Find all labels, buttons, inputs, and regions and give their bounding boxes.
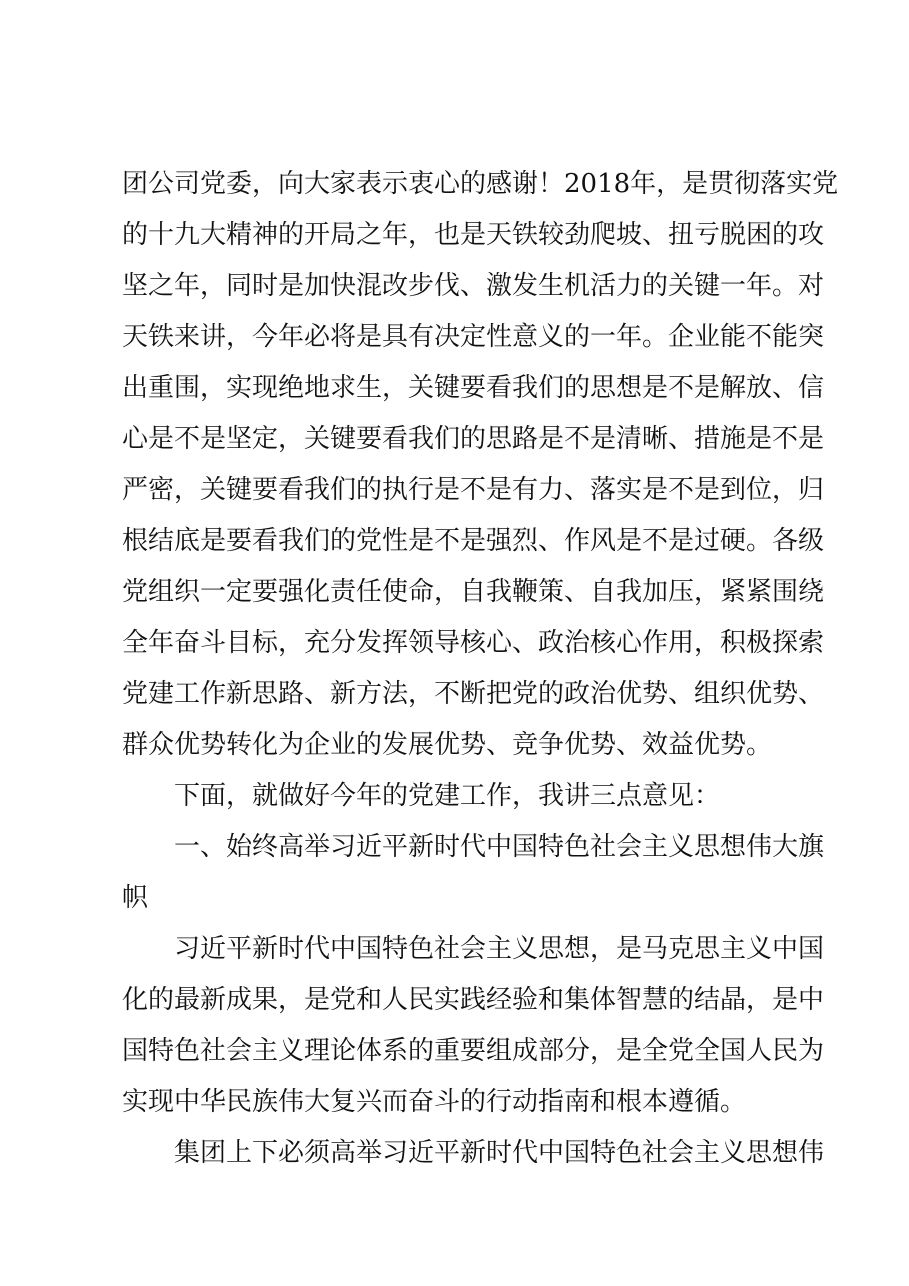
paragraph-4-line-4: 实现中华民族伟大复兴而奋斗的行动指南和根本遵循。	[122, 1087, 747, 1117]
section-heading-line-1: 一、始终高举习近平新时代中国特色社会主义思想伟大旗	[174, 832, 825, 862]
paragraph-4-line-1: 习近平新时代中国特色社会主义思想，是马克思主义中国	[174, 934, 825, 964]
paragraph-1-line-5: 出重围，实现绝地求生，关键要看我们的思想是不是解放、信	[122, 373, 825, 403]
paragraph-1-line-8: 根结底是要看我们的党性是不是强烈、作风是不是过硬。各级	[122, 526, 825, 556]
paragraph-1-line-2: 的十九大精神的开局之年，也是天铁较劲爬坡、扭亏脱困的攻	[122, 220, 825, 250]
paragraph-1-line-9: 党组织一定要强化责任使命，自我鞭策、自我加压，紧紧围绕	[122, 577, 825, 607]
paragraph-1-line-6: 心是不是坚定，关键要看我们的思路是不是清晰、措施是不是	[122, 424, 825, 454]
paragraph-4-line-2: 化的最新成果，是党和人民实践经验和集体智慧的结晶，是中	[122, 985, 825, 1015]
paragraph-4-line-3: 国特色社会主义理论体系的重要组成部分，是全党全国人民为	[122, 1036, 825, 1066]
paragraph-1-line-3: 坚之年，同时是加快混改步伐、激发生机活力的关键一年。对	[122, 271, 825, 301]
section-heading-line-2: 帜	[122, 883, 149, 913]
paragraph-1-line-1: 团公司党委，向大家表示衷心的感谢！2018年，是贯彻落实党	[122, 169, 839, 199]
paragraph-2-line-1: 下面，就做好今年的党建工作，我讲三点意见：	[174, 781, 721, 811]
paragraph-1-line-4: 天铁来讲，今年必将是具有决定性意义的一年。企业能不能突	[122, 322, 825, 352]
paragraph-5-line-1: 集团上下必须高举习近平新时代中国特色社会主义思想伟	[174, 1138, 825, 1168]
paragraph-1-line-11: 党建工作新思路、新方法，不断把党的政治优势、组织优势、	[122, 679, 825, 709]
paragraph-1-line-10: 全年奋斗目标，充分发挥领导核心、政治核心作用，积极探索	[122, 628, 825, 658]
paragraph-1-line-7: 严密，关键要看我们的执行是不是有力、落实是不是到位，归	[122, 475, 825, 505]
paragraph-1-line-12: 群众优势转化为企业的发展优势、竞争优势、效益优势。	[122, 730, 773, 760]
